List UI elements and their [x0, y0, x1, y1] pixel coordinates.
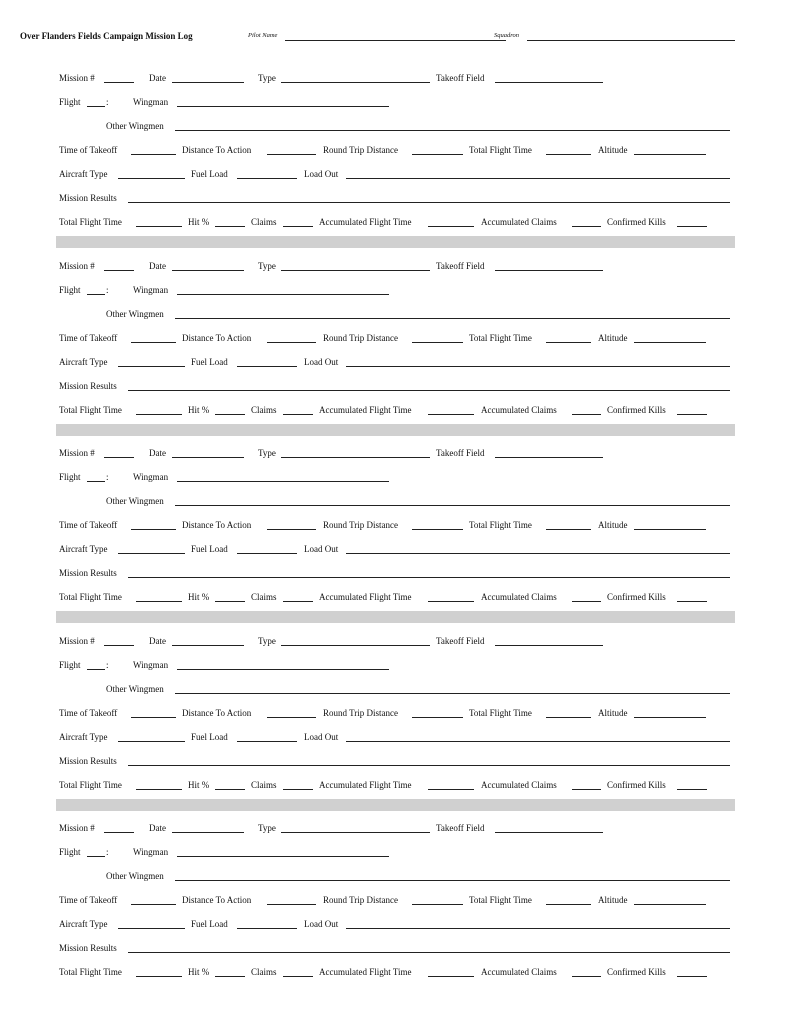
wingman-field[interactable]	[177, 481, 389, 482]
mission-results-label: Mission Results	[59, 380, 117, 391]
load-out-field[interactable]	[346, 553, 730, 554]
summary-total-flight-time-label: Total Flight Time	[59, 404, 122, 415]
accumulated-flight-time-field[interactable]	[428, 601, 474, 602]
hit-pct-field[interactable]	[215, 976, 245, 977]
total-flight-time-field[interactable]	[546, 717, 591, 718]
load-out-field[interactable]	[346, 741, 730, 742]
altitude-field[interactable]	[634, 529, 706, 530]
section-separator	[56, 611, 735, 623]
mission-no-label: Mission #	[59, 823, 95, 833]
section-separator	[56, 424, 735, 436]
altitude-field[interactable]	[634, 342, 706, 343]
wingman-label: Wingman	[133, 97, 169, 107]
round-trip-distance-field[interactable]	[412, 717, 463, 718]
accumulated-claims-field[interactable]	[572, 601, 601, 602]
altitude-field[interactable]	[634, 904, 706, 905]
round-trip-distance-field[interactable]	[412, 529, 463, 530]
aircraft-type-field[interactable]	[118, 178, 185, 179]
mission-results-field[interactable]	[128, 952, 730, 953]
claims-field[interactable]	[283, 226, 313, 227]
aircraft-type-field[interactable]	[118, 366, 185, 367]
wingman-field[interactable]	[177, 669, 389, 670]
takeoff-field-field[interactable]	[495, 832, 603, 833]
accumulated-flight-time-label: Accumulated Flight Time	[319, 217, 412, 227]
confirmed-kills-field[interactable]	[677, 414, 707, 415]
wingman-field[interactable]	[177, 294, 389, 295]
fuel-load-field[interactable]	[237, 366, 297, 367]
type-label: Type	[258, 73, 276, 83]
takeoff-field-field[interactable]	[495, 457, 603, 458]
claims-label: Claims	[251, 779, 277, 790]
other-wingmen-label: Other Wingmen	[106, 496, 164, 506]
flight-colon: :	[106, 847, 109, 857]
time-of-takeoff-field[interactable]	[131, 154, 176, 155]
confirmed-kills-label: Confirmed Kills	[607, 217, 666, 227]
hit-pct-label: Hit %	[188, 779, 210, 790]
date-field[interactable]	[172, 832, 244, 833]
aircraft-type-field[interactable]	[118, 741, 185, 742]
hit-pct-label: Hit %	[188, 217, 210, 227]
fuel-load-label: Fuel Load	[191, 544, 228, 554]
squadron-label: Squadron	[494, 32, 520, 39]
claims-field[interactable]	[283, 976, 313, 977]
load-out-field[interactable]	[346, 928, 730, 929]
round-trip-distance-field[interactable]	[412, 904, 463, 905]
takeoff-field-field[interactable]	[495, 270, 603, 271]
wingman-label: Wingman	[133, 847, 169, 857]
takeoff-field-label: Takeoff Field	[436, 260, 485, 271]
summary-total-flight-time-field[interactable]	[136, 414, 182, 415]
hit-pct-label: Hit %	[188, 967, 210, 977]
section-separator	[56, 799, 735, 811]
mission-no-field[interactable]	[104, 82, 134, 83]
time-of-takeoff-label: Time of Takeoff	[59, 332, 118, 343]
flight-label: Flight	[59, 97, 81, 107]
mission-no-label: Mission #	[59, 635, 95, 646]
wingman-label: Wingman	[133, 284, 169, 295]
confirmed-kills-field[interactable]	[677, 601, 707, 602]
summary-total-flight-time-field[interactable]	[136, 789, 182, 790]
type-field[interactable]	[281, 645, 430, 646]
mission-no-field[interactable]	[104, 645, 134, 646]
altitude-field[interactable]	[634, 154, 706, 155]
mission-results-label: Mission Results	[59, 755, 117, 766]
mission-entry	[0, 257, 790, 427]
flight-field[interactable]	[87, 669, 105, 670]
round-trip-distance-field[interactable]	[412, 154, 463, 155]
other-wingmen-field[interactable]	[175, 880, 730, 881]
confirmed-kills-label: Confirmed Kills	[607, 404, 666, 415]
flight-field[interactable]	[87, 481, 105, 482]
fuel-load-field[interactable]	[237, 553, 297, 554]
accumulated-claims-field[interactable]	[572, 414, 601, 415]
wingman-label: Wingman	[133, 659, 169, 670]
takeoff-field-field[interactable]	[495, 82, 603, 83]
accumulated-claims-field[interactable]	[572, 976, 601, 977]
aircraft-type-label: Aircraft Type	[59, 919, 108, 929]
confirmed-kills-field[interactable]	[677, 789, 707, 790]
time-of-takeoff-label: Time of Takeoff	[59, 895, 118, 905]
distance-to-action-label: Distance To Action	[182, 707, 252, 718]
flight-colon: :	[106, 472, 109, 482]
takeoff-field-label: Takeoff Field	[436, 635, 485, 646]
time-of-takeoff-label: Time of Takeoff	[59, 520, 118, 530]
flight-label: Flight	[59, 847, 81, 857]
mission-results-field[interactable]	[128, 765, 730, 766]
distance-to-action-field[interactable]	[267, 342, 316, 343]
fuel-load-label: Fuel Load	[191, 731, 228, 742]
flight-colon: :	[106, 659, 109, 670]
accumulated-flight-time-field[interactable]	[428, 226, 474, 227]
type-field[interactable]	[281, 82, 430, 83]
mission-no-label: Mission #	[59, 448, 95, 458]
fuel-load-label: Fuel Load	[191, 356, 228, 367]
hit-pct-field[interactable]	[215, 226, 245, 227]
pilot-name-field[interactable]	[285, 40, 506, 41]
load-out-label: Load Out	[304, 169, 339, 179]
type-label: Type	[258, 823, 276, 833]
type-label: Type	[258, 448, 276, 458]
type-field[interactable]	[281, 270, 430, 271]
altitude-label: Altitude	[598, 895, 628, 905]
other-wingmen-field[interactable]	[175, 693, 730, 694]
time-of-takeoff-field[interactable]	[131, 529, 176, 530]
round-trip-distance-field[interactable]	[412, 342, 463, 343]
hit-pct-field[interactable]	[215, 789, 245, 790]
altitude-label: Altitude	[598, 707, 628, 718]
date-field[interactable]	[172, 82, 244, 83]
round-trip-distance-label: Round Trip Distance	[323, 707, 399, 718]
other-wingmen-label: Other Wingmen	[106, 121, 164, 131]
other-wingmen-label: Other Wingmen	[106, 683, 164, 694]
mission-entry	[0, 69, 790, 239]
takeoff-field-field[interactable]	[495, 645, 603, 646]
aircraft-type-label: Aircraft Type	[59, 731, 108, 742]
distance-to-action-field[interactable]	[267, 154, 316, 155]
distance-to-action-label: Distance To Action	[182, 895, 252, 905]
takeoff-field-label: Takeoff Field	[436, 823, 485, 833]
accumulated-claims-label: Accumulated Claims	[481, 967, 557, 977]
date-label: Date	[149, 823, 166, 833]
round-trip-distance-label: Round Trip Distance	[323, 332, 399, 343]
mission-no-field[interactable]	[104, 832, 134, 833]
load-out-field[interactable]	[346, 366, 730, 367]
flight-field[interactable]	[87, 106, 105, 107]
confirmed-kills-label: Confirmed Kills	[607, 592, 666, 602]
other-wingmen-label: Other Wingmen	[106, 308, 164, 319]
aircraft-type-field[interactable]	[118, 928, 185, 929]
flight-label: Flight	[59, 659, 81, 670]
load-out-label: Load Out	[304, 919, 339, 929]
load-out-label: Load Out	[304, 544, 339, 554]
mission-results-field[interactable]	[128, 202, 730, 203]
time-of-takeoff-field[interactable]	[131, 342, 176, 343]
distance-to-action-field[interactable]	[267, 529, 316, 530]
other-wingmen-field[interactable]	[175, 505, 730, 506]
page-header	[20, 30, 735, 44]
accumulated-flight-time-label: Accumulated Flight Time	[319, 967, 412, 977]
hit-pct-field[interactable]	[215, 601, 245, 602]
altitude-label: Altitude	[598, 520, 628, 530]
date-label: Date	[149, 448, 166, 458]
accumulated-claims-label: Accumulated Claims	[481, 404, 557, 415]
accumulated-claims-field[interactable]	[572, 789, 601, 790]
claims-field[interactable]	[283, 601, 313, 602]
date-label: Date	[149, 260, 166, 271]
total-flight-time-field[interactable]	[546, 904, 591, 905]
fuel-load-field[interactable]	[237, 928, 297, 929]
summary-total-flight-time-field[interactable]	[136, 226, 182, 227]
total-flight-time-label: Total Flight Time	[469, 520, 532, 530]
total-flight-time-label: Total Flight Time	[469, 707, 532, 718]
accumulated-flight-time-label: Accumulated Flight Time	[319, 779, 412, 790]
total-flight-time-label: Total Flight Time	[469, 332, 532, 343]
date-field[interactable]	[172, 270, 244, 271]
wingman-label: Wingman	[133, 472, 169, 482]
mission-entry	[0, 632, 790, 802]
flight-field[interactable]	[87, 294, 105, 295]
fuel-load-label: Fuel Load	[191, 919, 228, 929]
aircraft-type-label: Aircraft Type	[59, 356, 108, 367]
altitude-field[interactable]	[634, 717, 706, 718]
altitude-label: Altitude	[598, 145, 628, 155]
confirmed-kills-field[interactable]	[677, 226, 707, 227]
hit-pct-label: Hit %	[188, 592, 210, 602]
load-out-label: Load Out	[304, 731, 339, 742]
mission-entry	[0, 444, 790, 614]
claims-field[interactable]	[283, 414, 313, 415]
confirmed-kills-label: Confirmed Kills	[607, 779, 666, 790]
mission-results-label: Mission Results	[59, 193, 117, 203]
type-field[interactable]	[281, 457, 430, 458]
accumulated-flight-time-field[interactable]	[428, 976, 474, 977]
hit-pct-field[interactable]	[215, 414, 245, 415]
summary-total-flight-time-label: Total Flight Time	[59, 217, 122, 227]
confirmed-kills-label: Confirmed Kills	[607, 967, 666, 977]
accumulated-flight-time-label: Accumulated Flight Time	[319, 592, 412, 602]
flight-field[interactable]	[87, 856, 105, 857]
distance-to-action-field[interactable]	[267, 904, 316, 905]
flight-colon: :	[106, 284, 109, 295]
accumulated-claims-label: Accumulated Claims	[481, 592, 557, 602]
mission-no-label: Mission #	[59, 73, 95, 83]
type-label: Type	[258, 635, 276, 646]
accumulated-flight-time-label: Accumulated Flight Time	[319, 404, 412, 415]
distance-to-action-label: Distance To Action	[182, 332, 252, 343]
page-title: Over Flanders Fields Campaign Mission Log	[20, 31, 193, 41]
claims-label: Claims	[251, 404, 277, 415]
accumulated-claims-label: Accumulated Claims	[481, 779, 557, 790]
total-flight-time-field[interactable]	[546, 342, 591, 343]
other-wingmen-field[interactable]	[175, 130, 730, 131]
date-label: Date	[149, 73, 166, 83]
distance-to-action-field[interactable]	[267, 717, 316, 718]
mission-no-label: Mission #	[59, 260, 95, 271]
time-of-takeoff-label: Time of Takeoff	[59, 145, 118, 155]
date-label: Date	[149, 635, 166, 646]
mission-no-field[interactable]	[104, 457, 134, 458]
other-wingmen-label: Other Wingmen	[106, 871, 164, 881]
summary-total-flight-time-label: Total Flight Time	[59, 967, 122, 977]
claims-label: Claims	[251, 592, 277, 602]
flight-label: Flight	[59, 472, 81, 482]
summary-total-flight-time-field[interactable]	[136, 976, 182, 977]
squadron-field[interactable]	[527, 40, 735, 41]
fuel-load-label: Fuel Load	[191, 169, 228, 179]
load-out-field[interactable]	[346, 178, 730, 179]
type-field[interactable]	[281, 832, 430, 833]
claims-field[interactable]	[283, 789, 313, 790]
claims-label: Claims	[251, 217, 277, 227]
aircraft-type-label: Aircraft Type	[59, 169, 108, 179]
round-trip-distance-label: Round Trip Distance	[323, 520, 399, 530]
claims-label: Claims	[251, 967, 277, 977]
date-field[interactable]	[172, 457, 244, 458]
time-of-takeoff-field[interactable]	[131, 717, 176, 718]
distance-to-action-label: Distance To Action	[182, 520, 252, 530]
confirmed-kills-field[interactable]	[677, 976, 707, 977]
total-flight-time-field[interactable]	[546, 154, 591, 155]
fuel-load-field[interactable]	[237, 178, 297, 179]
hit-pct-label: Hit %	[188, 404, 210, 415]
mission-entry	[0, 819, 790, 989]
accumulated-claims-label: Accumulated Claims	[481, 217, 557, 227]
distance-to-action-label: Distance To Action	[182, 145, 252, 155]
fuel-load-field[interactable]	[237, 741, 297, 742]
mission-results-field[interactable]	[128, 390, 730, 391]
total-flight-time-label: Total Flight Time	[469, 895, 532, 905]
summary-total-flight-time-label: Total Flight Time	[59, 779, 122, 790]
takeoff-field-label: Takeoff Field	[436, 73, 485, 83]
flight-label: Flight	[59, 284, 81, 295]
accumulated-flight-time-field[interactable]	[428, 789, 474, 790]
round-trip-distance-label: Round Trip Distance	[323, 145, 399, 155]
mission-results-label: Mission Results	[59, 943, 117, 953]
wingman-field[interactable]	[177, 106, 389, 107]
summary-total-flight-time-label: Total Flight Time	[59, 592, 122, 602]
altitude-label: Altitude	[598, 332, 628, 343]
summary-total-flight-time-field[interactable]	[136, 601, 182, 602]
time-of-takeoff-label: Time of Takeoff	[59, 707, 118, 718]
mission-no-field[interactable]	[104, 270, 134, 271]
mission-results-label: Mission Results	[59, 568, 117, 578]
load-out-label: Load Out	[304, 356, 339, 367]
aircraft-type-field[interactable]	[118, 553, 185, 554]
round-trip-distance-label: Round Trip Distance	[323, 895, 399, 905]
mission-results-field[interactable]	[128, 577, 730, 578]
flight-colon: :	[106, 97, 109, 107]
type-label: Type	[258, 260, 276, 271]
aircraft-type-label: Aircraft Type	[59, 544, 108, 554]
total-flight-time-field[interactable]	[546, 529, 591, 530]
date-field[interactable]	[172, 645, 244, 646]
time-of-takeoff-field[interactable]	[131, 904, 176, 905]
takeoff-field-label: Takeoff Field	[436, 448, 485, 458]
pilot-name-label: Pilot Name	[248, 32, 278, 39]
accumulated-claims-field[interactable]	[572, 226, 601, 227]
section-separator	[56, 236, 735, 248]
total-flight-time-label: Total Flight Time	[469, 145, 532, 155]
wingman-field[interactable]	[177, 856, 389, 857]
accumulated-flight-time-field[interactable]	[428, 414, 474, 415]
other-wingmen-field[interactable]	[175, 318, 730, 319]
